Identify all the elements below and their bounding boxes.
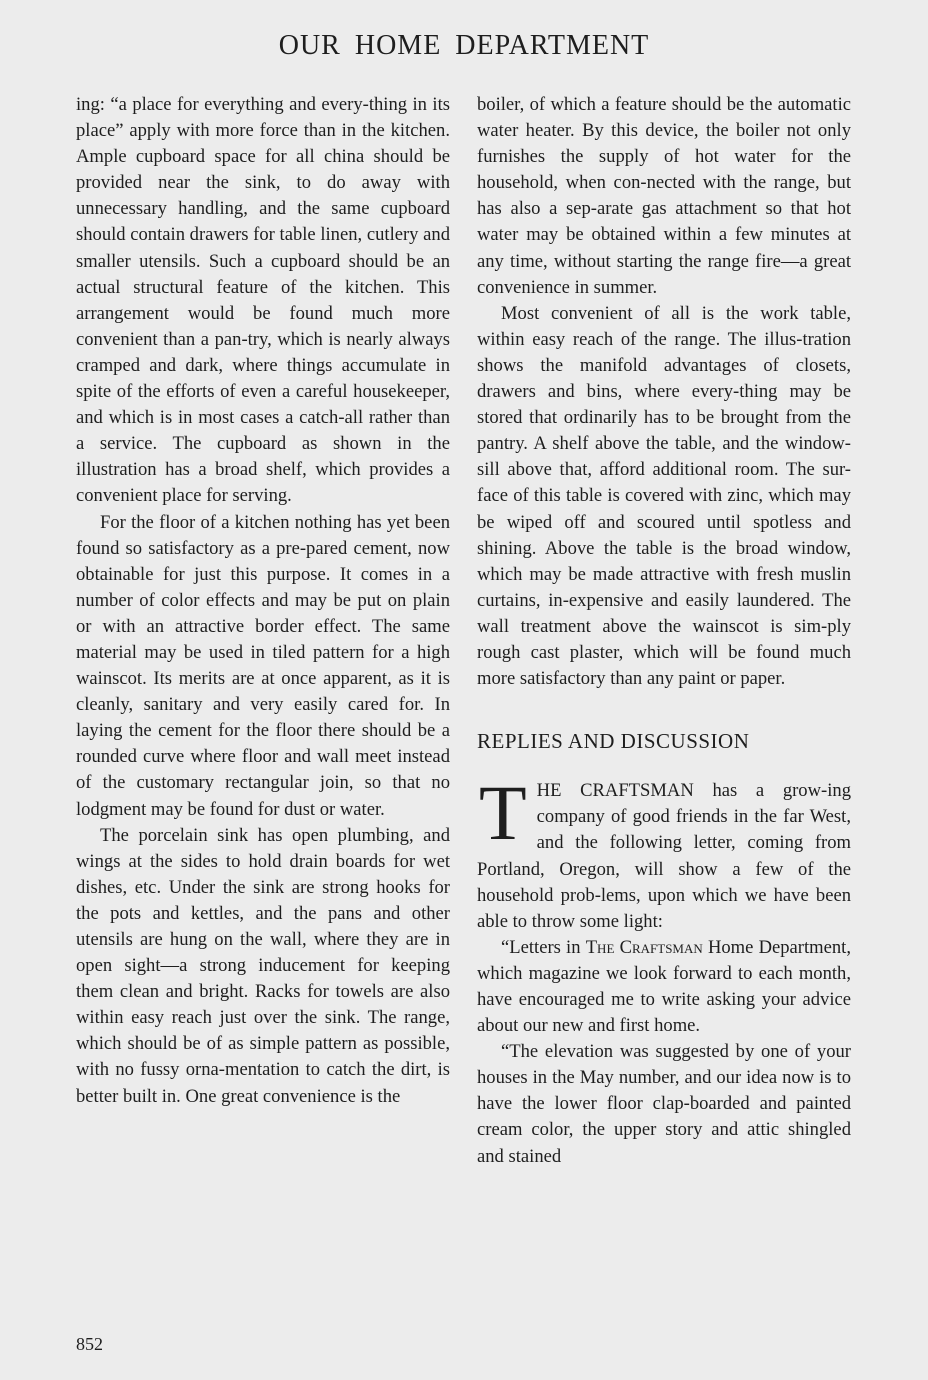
letter-paragraph (477, 935, 851, 1039)
lead-text: has a grow-ing company of good friends in the far West, and the following letter, coming from Portland, Oregon, will show a few of the household prob-lems, upon which we have been able to throw some light: (477, 780, 851, 932)
letter-paragraph: “The elevation was suggested by one of your houses in the May number, and our idea now is to have the lower floor clap-boarded and painted cream color, the upper story and attic shingled and stained (477, 1041, 851, 1167)
paragraph: Most convenient of all is the work table, within easy reach of the range. The illus-tration shows the manifold advantages of closets, drawers and bins, where every-thing may be stored that ordinarily has to be brought from the pantry. A shelf above the table, and the window-sill above that, afford additional room. The sur-face of this table is covered with zinc, which may be wiped off and scoured until spotless and shining. Above the table is the broad window, which may be made attractive with fresh muslin curtains, in-expensive and easily laundered. The wall treatment above the wainscot is sim-ply rough cast plaster, which will be found much more satisfactory than any paint or paper. (477, 302, 851, 690)
replies-lead-paragraph (477, 769, 851, 935)
section-heading: REPLIES AND DISCUSSION (477, 729, 750, 754)
page-number: 852 (76, 1334, 103, 1354)
letter-text: Home Department, which magazine we look forward to each month, have encouraged me to write asking your advice about our new and first home. (477, 936, 851, 1037)
paragraph: For the floor of a kitchen nothing has yet been found so satisfactory as a pre-pared cement, now obtainable for just this purpose. It comes in a number of color effects and may be put on plain or with an attractive border effect. The same material may be used in tiled pattern for a high wainscot. Its merits are at once apparent, as it is cleanly, sanitary and very easily cared for. In laying the cement for the floor there should be a rounded curve where floor and wall meet instead of the customary rectangular join, so that no lodgment may be found for dust or water. (76, 511, 450, 820)
paragraph: The porcelain sink has open plumbing, and wings at the sides to hold drain boards for wet dishes, etc. Under the sink are strong hooks for the pots and kettles, and the pans and other utensils are hung on the wall, where they are in open sight—a strong inducement for keeping them clean and bright. Racks for towels are also within easy reach just over the sink. The range, which should be of as simple pattern as possible, with no fussy orna-mentation to catch the dirt, is better built in. One great convenience is the (76, 824, 450, 1107)
letter-text: “Letters in (501, 936, 586, 958)
page-title: OUR HOME DEPARTMENT (278, 30, 650, 61)
paragraph: boiler, of which a feature should be the automatic water heater. By this device, the boiler not only furnishes the supply of hot water for the household, when con-nected with the range, but has also a sep-arate gas attachment so that hot water may be obtained within a few minutes at any time, without starting the range fire—a great convenience in summer. (477, 94, 851, 298)
right-column (477, 92, 851, 1170)
left-column (76, 92, 450, 1110)
magazine-name: The Craftsman (585, 936, 703, 958)
magazine-name: HE CRAFTSMAN (536, 780, 694, 802)
paragraph: ing: “a place for everything and every-thing in its place” apply with more force than in the kitchen. Ample cupboard space for all china should be provided near the sink, to do away with unnecessary handling, and the same cupboard should contain drawers for table linen, cutlery and smaller utensils. Such a cupboard should be an actual structural feature of the kitchen. This arrangement would be found much more convenient than a pan-try, which is nearly always cramped and dark, where things accumulate in spite of the efforts of even a careful housekeeper, and which is in most cases a catch-all rather than a service. The cupboard as shown in the illustration has a broad shelf, which provides a convenient place for serving. (76, 94, 450, 507)
drop-cap: T (479, 769, 527, 857)
